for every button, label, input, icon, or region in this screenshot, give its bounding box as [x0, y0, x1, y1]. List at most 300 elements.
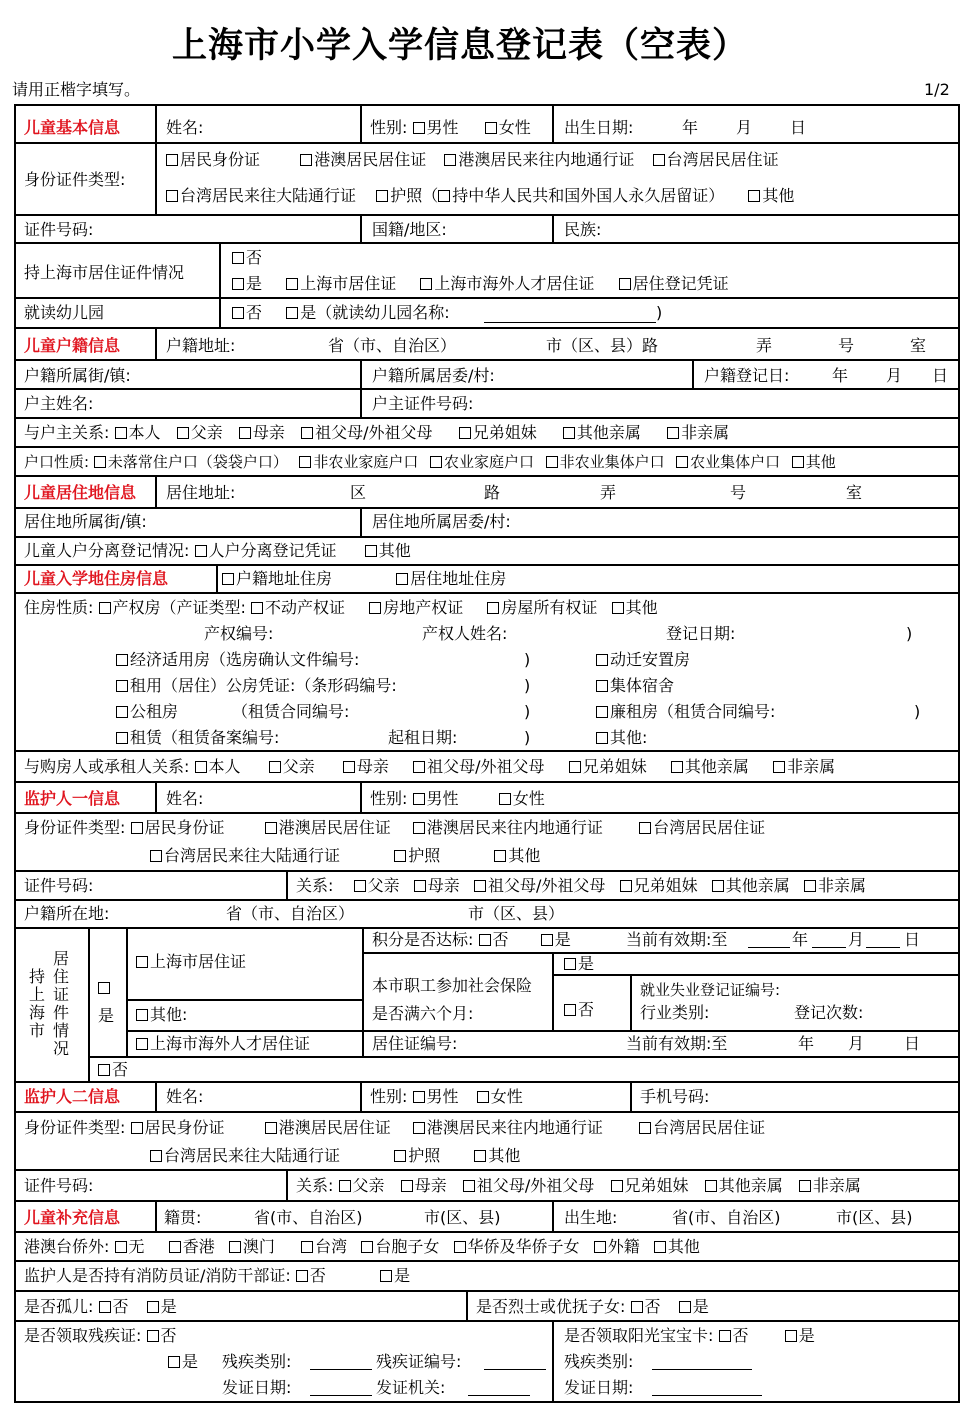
option-label: 非亲属: [812, 1176, 861, 1195]
row-line: [554, 974, 960, 976]
disability-type-input[interactable]: [310, 1369, 372, 1370]
option-label: 非亲属: [787, 757, 836, 776]
checkbox-orphan-no[interactable]: [99, 1301, 111, 1313]
checkbox-ownership-cert[interactable]: [487, 602, 499, 614]
male-label: 男性: [426, 118, 459, 137]
relation-label: 关系:: [296, 1176, 334, 1195]
checkbox-score-no[interactable]: [479, 934, 491, 946]
id-type-label: 身份证件类型:: [24, 1118, 126, 1137]
checkbox-g1-other-relatives[interactable]: [712, 880, 724, 892]
section-guardian1-label: 监护人一信息: [24, 789, 121, 808]
checkbox-lease[interactable]: [116, 732, 128, 744]
birthplace-city-label: 市(区、县): [836, 1208, 913, 1227]
checkbox-separation-cert[interactable]: [195, 545, 207, 557]
checkbox-overseas-macau[interactable]: [229, 1241, 241, 1253]
checkbox-kinder-no[interactable]: [232, 307, 244, 319]
checkbox-overseas-none[interactable]: [115, 1241, 127, 1253]
checkbox-g2-id-other[interactable]: [474, 1150, 486, 1162]
valid-day-input[interactable]: [866, 947, 900, 948]
holder-name-label: 户主姓名:: [24, 394, 94, 413]
row-line: [14, 417, 960, 419]
row-line: [126, 999, 364, 1001]
option-label: 上海市居住证: [300, 274, 397, 293]
option-label: 祖父母/外祖父母: [476, 1176, 595, 1195]
checkbox-type-agri-collective[interactable]: [676, 456, 688, 468]
housing-property-row: [24, 598, 658, 618]
checkbox-hk-macau-residence[interactable]: [300, 154, 312, 166]
row-line: [14, 297, 960, 299]
g1-permit-label-shang: 上: [28, 985, 45, 1004]
option-label: 护照（: [390, 186, 439, 205]
checkbox-g2-taiwan-residence[interactable]: [639, 1122, 651, 1134]
option-label: 是: [394, 1266, 411, 1285]
checkbox-overseas-chinese[interactable]: [454, 1241, 466, 1253]
checkbox-social-no[interactable]: [564, 1004, 576, 1016]
option-label: 公租房: [130, 702, 179, 721]
id-type-label: 身份证件类型:: [24, 170, 126, 189]
checkbox-g1-resident-id[interactable]: [131, 822, 143, 834]
property-owner-label: 产权人姓名:: [422, 624, 508, 643]
option-label: 父亲: [352, 1176, 385, 1195]
checkbox-g1-id-other[interactable]: [494, 850, 506, 862]
option-label: 是（就读幼儿园名称:: [300, 303, 450, 322]
option-label: 否: [112, 1060, 129, 1079]
birth-date-label: 出生日期:: [564, 118, 634, 137]
option-label: 否: [732, 1326, 749, 1345]
residence-road-label: 路: [484, 483, 501, 502]
g1-sh-residence-row: [136, 952, 246, 972]
checkbox-sunshine-yes[interactable]: [785, 1330, 797, 1342]
checkbox-g1-grandparents[interactable]: [474, 880, 486, 892]
option-label: 是: [246, 274, 263, 293]
option-label: 居住地址住房: [410, 569, 507, 588]
residence-committee-label: 居住地所属居委/村:: [372, 512, 511, 531]
col-line: [126, 927, 128, 1058]
holder-relation-row: [24, 423, 729, 443]
low-rent-row: [596, 702, 775, 722]
option-label: 港澳居民来往内地通行证: [426, 1118, 603, 1137]
option-label: 男性: [426, 789, 459, 808]
option-label: 房地产权证: [383, 598, 464, 617]
col-line: [552, 104, 554, 144]
g1-valid2-label: 当前有效期:至: [626, 1034, 728, 1053]
valid-year-label: 年: [792, 930, 809, 949]
checkbox-buyer-father[interactable]: [269, 761, 281, 773]
option-label: 是: [182, 1352, 199, 1371]
checkbox-overseas-taiwan[interactable]: [301, 1241, 313, 1253]
g1-id-number-label: 证件号码:: [24, 876, 94, 895]
checkbox-dorm[interactable]: [596, 680, 608, 692]
fire-cert-label: 监护人是否持有消防员证/消防干部证:: [24, 1266, 291, 1285]
checkbox-g1-hk-residence[interactable]: [265, 822, 277, 834]
checkbox-fire-yes[interactable]: [380, 1270, 392, 1282]
option-label: 港澳居民居住证: [314, 150, 427, 169]
g1-other-row: [136, 1005, 187, 1025]
checkbox-g2-taiwan-pass[interactable]: [150, 1150, 162, 1162]
property-close-paren: ): [906, 624, 913, 643]
checkbox-permit-yes[interactable]: [232, 278, 244, 290]
checkbox-g1-sh-residence[interactable]: [136, 956, 148, 968]
hukou-day-label: 日: [932, 366, 949, 385]
g1-permit-no-row: [98, 1060, 128, 1080]
option-label: 人户分离登记凭证: [208, 541, 337, 560]
checkbox-g2-hk-residence[interactable]: [265, 1122, 277, 1134]
row-line: [14, 564, 960, 566]
checkbox-type-unregistered[interactable]: [94, 456, 106, 468]
option-label: 护照: [408, 846, 441, 865]
child-name-label: 姓名:: [166, 118, 204, 137]
col-line: [552, 214, 554, 244]
checkbox-residence-reg[interactable]: [619, 278, 631, 290]
checkbox-g1-taiwan-pass[interactable]: [150, 850, 162, 862]
option-label: 否: [246, 303, 263, 322]
checkbox-permit-no[interactable]: [232, 252, 244, 264]
hukou-city-label: 市（区、县）路: [546, 336, 659, 355]
kindergarten-label: 就读幼儿园: [24, 303, 105, 322]
g1-unemployment-label: 就业失业登记证编号:: [640, 981, 781, 999]
col-line: [286, 870, 288, 901]
option-label: 居民身份证: [144, 818, 225, 837]
checkbox-property-cert[interactable]: [369, 602, 381, 614]
row-line: [14, 388, 960, 390]
rental-contract-label: （租赁合同编号:: [232, 702, 350, 721]
col-line: [552, 1200, 554, 1233]
option-label: 不动产权证: [265, 598, 346, 617]
row-line: [88, 1056, 960, 1058]
option-label: 母亲: [427, 876, 460, 895]
checkbox-real-estate-cert[interactable]: [251, 602, 263, 614]
option-label: 兄弟姐妹: [472, 423, 537, 442]
g1-permit-yes-checkbox-wrap: [98, 978, 112, 998]
checkbox-g2-mother[interactable]: [401, 1180, 413, 1192]
checkbox-overseas-foreign[interactable]: [594, 1241, 606, 1253]
holder-relation-label: 与户主关系:: [24, 423, 110, 442]
checkbox-g1-non-relative[interactable]: [804, 880, 816, 892]
row-line: [14, 750, 960, 752]
checkbox-property-house[interactable]: [99, 602, 111, 614]
checkbox-score-yes[interactable]: [541, 934, 553, 946]
checkbox-g2-passport[interactable]: [394, 1150, 406, 1162]
checkbox-g1-permit-no[interactable]: [98, 1064, 110, 1076]
valid2-day-label: 日: [904, 1034, 921, 1053]
option-label: 其他亲属: [725, 876, 790, 895]
ethnic-label: 民族:: [564, 220, 602, 239]
g1-hukou-province-label: 省（市、自治区）: [226, 904, 355, 923]
id-number-label: 证件号码:: [24, 220, 94, 239]
lease-close-paren: ): [524, 728, 531, 747]
checkbox-buyer-grandparents[interactable]: [413, 761, 425, 773]
checkbox-martyr-no[interactable]: [631, 1301, 643, 1313]
close-paren: ): [656, 303, 663, 322]
option-label: 是: [554, 930, 571, 949]
origin-label: 籍贯:: [164, 1208, 202, 1227]
option-label: 父亲: [367, 876, 400, 895]
checkbox-affordable[interactable]: [116, 654, 128, 666]
checkbox-taiwan-residence[interactable]: [653, 154, 665, 166]
checkbox-residence-housing[interactable]: [396, 573, 408, 585]
lease-row: [116, 728, 279, 748]
checkbox-sunshine-no[interactable]: [719, 1330, 731, 1342]
checkbox-buyer-non-relative[interactable]: [773, 761, 785, 773]
housing-other-row: [596, 728, 647, 748]
checkbox-g2-resident-id[interactable]: [131, 1122, 143, 1134]
instruction-text: 请用正楷字填写。: [12, 80, 141, 99]
col-line: [155, 475, 157, 509]
checkbox-g1-hk-pass[interactable]: [413, 822, 425, 834]
hukou-number-label: 号: [838, 336, 855, 355]
checkbox-type-agri-family[interactable]: [430, 456, 442, 468]
issuer-input[interactable]: [468, 1395, 530, 1396]
option-label: 父亲: [282, 757, 315, 776]
option-label: 否: [644, 1297, 661, 1316]
checkbox-type-other[interactable]: [792, 456, 804, 468]
hukou-reg-date-label: 户籍登记日:: [704, 366, 790, 385]
g1-relation-row: [296, 876, 866, 896]
checkbox-g1-taiwan-residence[interactable]: [639, 822, 651, 834]
option-label: 上海市海外人才居住证: [434, 274, 595, 293]
buyer-relation-label: 与购房人或承租人关系:: [24, 757, 190, 776]
option-label: 其他: [488, 1146, 521, 1165]
option-label: 本人: [208, 757, 241, 776]
option-label: 其他:: [610, 728, 648, 747]
option-label: 祖父母/外祖父母: [488, 876, 606, 895]
checkbox-rel-grandparents[interactable]: [301, 427, 313, 439]
option-label: 其他: [762, 186, 795, 205]
section-basic-label: 儿童基本信息: [24, 118, 121, 137]
checkbox-g1-permit-yes[interactable]: [98, 982, 110, 994]
disability-no-input[interactable]: [484, 1369, 546, 1370]
form-border-bottom: [14, 1401, 960, 1403]
fire-cert-row: [24, 1266, 410, 1286]
option-label: 农业集体户口: [690, 453, 781, 471]
checkbox-rel-father[interactable]: [177, 427, 189, 439]
checkbox-g1-passport[interactable]: [394, 850, 406, 862]
option-label: 母亲: [356, 757, 389, 776]
checkbox-sh-talent[interactable]: [420, 278, 432, 290]
checkbox-resident-id[interactable]: [166, 154, 178, 166]
col-line: [360, 507, 362, 538]
checkbox-g2-grandparents[interactable]: [463, 1180, 475, 1192]
disability-row: [24, 1326, 177, 1346]
checkbox-buyer-siblings[interactable]: [569, 761, 581, 773]
overseas-label: 港澳台侨外:: [24, 1237, 110, 1256]
checkbox-g2-father[interactable]: [339, 1180, 351, 1192]
rental-close-paren: ): [524, 702, 531, 721]
row-line: [364, 952, 960, 954]
option-label: 护照: [408, 1146, 441, 1165]
col-line: [219, 242, 221, 329]
relocation-row: [596, 650, 690, 670]
checkbox-buyer-other-relatives[interactable]: [671, 761, 683, 773]
checkbox-social-yes[interactable]: [564, 958, 576, 970]
id-type-label: 身份证件类型:: [24, 818, 126, 837]
option-label: 居民身份证: [180, 150, 261, 169]
g1-permit-label-hai: 海: [28, 1003, 45, 1022]
checkbox-g1-male[interactable]: [413, 793, 425, 805]
hukou-lane-label: 弄: [756, 336, 773, 355]
kindergarten-name-input[interactable]: [484, 322, 656, 323]
valid-month-input[interactable]: [812, 947, 846, 948]
birthplace-label: 出生地:: [564, 1208, 618, 1227]
option-label: 其他: [508, 846, 541, 865]
checkbox-overseas-taiwan-children[interactable]: [361, 1241, 373, 1253]
checkbox-taiwan-pass[interactable]: [166, 190, 178, 202]
valid-month-label: 月: [848, 930, 865, 949]
public-housing-row: [116, 676, 397, 696]
affordable-housing-row: [116, 650, 359, 670]
checkbox-disability-yes[interactable]: [168, 1356, 180, 1368]
sunshine-type-label: 残疾类别:: [564, 1352, 634, 1371]
checkbox-type-nonagri-family[interactable]: [299, 456, 311, 468]
section-housing-label: 儿童入学地住房信息: [24, 569, 169, 588]
valid2-month-label: 月: [848, 1034, 865, 1053]
option-label: 兄弟姐妹: [624, 1176, 689, 1195]
checkbox-fire-no[interactable]: [296, 1270, 308, 1282]
checkbox-permanent-residence[interactable]: [438, 190, 450, 202]
checkbox-buyer-mother[interactable]: [343, 761, 355, 773]
option-label: 台湾居民居住证: [653, 1118, 766, 1137]
checkbox-rel-siblings[interactable]: [459, 427, 471, 439]
checkbox-g2-female[interactable]: [477, 1091, 489, 1103]
col-line: [360, 781, 362, 814]
birth-year-label: 年: [682, 118, 699, 137]
option-label: 户籍地址住房: [236, 569, 333, 588]
option-label: 台湾居民来往大陆通行证: [180, 186, 357, 205]
birthplace-province-label: 省(市、自治区): [672, 1208, 781, 1227]
option-label: 否: [112, 1297, 129, 1316]
option-label: 本人: [128, 423, 161, 442]
option-label: 非农业家庭户口: [313, 453, 419, 471]
checkbox-public-housing[interactable]: [116, 680, 128, 692]
checkbox-buyer-self[interactable]: [195, 761, 207, 773]
checkbox-g2-other-relatives[interactable]: [705, 1180, 717, 1192]
residence-lane-label: 弄: [600, 483, 617, 502]
issuer-label: 发证机关:: [376, 1378, 446, 1397]
checkbox-hukou-housing[interactable]: [222, 573, 234, 585]
checkbox-kinder-yes[interactable]: [286, 307, 298, 319]
g1-permit-no-label: 居住证编号:: [372, 1034, 458, 1053]
checkbox-g1-permit-other[interactable]: [136, 1009, 148, 1021]
checkbox-hk-macau-pass[interactable]: [444, 154, 456, 166]
option-label: 否: [578, 1000, 595, 1019]
checkbox-rel-self[interactable]: [115, 427, 127, 439]
sunshine-issue-date-input[interactable]: [652, 1395, 762, 1396]
child-gender-field: [370, 118, 531, 138]
option-label: 非亲属: [818, 876, 867, 895]
g2-phone-label: 手机号码:: [640, 1087, 710, 1106]
orphan-row: [24, 1297, 177, 1317]
hukou-address-label: 户籍地址:: [166, 336, 236, 355]
g1-permit-label-col2: 居住证件情况: [52, 949, 69, 1058]
col-line: [630, 1081, 632, 1113]
checkbox-g2-hk-pass[interactable]: [413, 1122, 425, 1134]
hukou-type-label: 户口性质:: [24, 453, 90, 471]
option-label: 租赁（租赁备案编号:: [130, 728, 280, 747]
overseas-row: [24, 1237, 700, 1257]
option-label: 台湾居民居住证: [653, 818, 766, 837]
option-label: 父亲: [190, 423, 223, 442]
g1-social-no: [564, 1000, 594, 1020]
col-line: [630, 974, 632, 1032]
col-line: [155, 142, 157, 216]
checkbox-rel-non-relative[interactable]: [667, 427, 679, 439]
public-close-paren: ): [524, 676, 531, 695]
checkbox-overseas-other[interactable]: [654, 1241, 666, 1253]
g2-gender-field: [370, 1087, 523, 1107]
option-label: 否: [160, 1326, 177, 1345]
checkbox-orphan-yes[interactable]: [147, 1301, 159, 1313]
checkbox-housing-other[interactable]: [596, 732, 608, 744]
checkbox-overseas-hk[interactable]: [169, 1241, 181, 1253]
option-label: 台湾: [315, 1237, 348, 1256]
sunshine-card-row: [564, 1326, 815, 1346]
issue-date-input[interactable]: [310, 1395, 372, 1396]
checkbox-public-rental[interactable]: [116, 706, 128, 718]
row-line: [14, 899, 960, 901]
row-line: [14, 1169, 960, 1171]
option-label: 其他亲属: [576, 423, 641, 442]
col-line: [88, 927, 90, 1083]
checkbox-type-nonagri-collective[interactable]: [546, 456, 558, 468]
dorm-row: [596, 676, 674, 696]
checkbox-male[interactable]: [413, 122, 425, 134]
checkbox-g2-male[interactable]: [413, 1091, 425, 1103]
option-label: 港澳居民居住证: [278, 818, 391, 837]
checkbox-prop-other[interactable]: [612, 602, 624, 614]
row-line: [14, 870, 960, 872]
g1-id-type-row-1: [24, 818, 765, 838]
col-line: [466, 1290, 468, 1322]
checkbox-id-other[interactable]: [748, 190, 760, 202]
female-label: 女性: [498, 118, 531, 137]
checkbox-g2-non-relative[interactable]: [799, 1180, 811, 1192]
option-label: 其他亲属: [684, 757, 749, 776]
checkbox-low-rent[interactable]: [596, 706, 608, 718]
sunshine-type-input[interactable]: [652, 1369, 752, 1370]
checkbox-g1-talent[interactable]: [136, 1038, 148, 1050]
checkbox-g1-female[interactable]: [499, 793, 511, 805]
checkbox-rel-mother[interactable]: [239, 427, 251, 439]
checkbox-separation-other[interactable]: [365, 545, 377, 557]
g1-permit-yes-label: 是: [98, 1006, 115, 1025]
checkbox-female[interactable]: [485, 122, 497, 134]
checkbox-g1-mother[interactable]: [414, 880, 426, 892]
sh-permit-label: 持上海市居住证件情况: [24, 263, 185, 282]
hukou-province-label: 省（市、自治区）: [328, 336, 457, 355]
checkbox-martyr-yes[interactable]: [679, 1301, 691, 1313]
checkbox-disability-no[interactable]: [147, 1330, 159, 1342]
option-label: 其他: [805, 453, 836, 471]
checkbox-rel-other-relatives[interactable]: [563, 427, 575, 439]
section-guardian2-label: 监护人二信息: [24, 1087, 121, 1106]
checkbox-g2-siblings[interactable]: [611, 1180, 623, 1192]
valid-year-input[interactable]: [748, 947, 790, 948]
option-label: 其他: [378, 541, 411, 560]
checkbox-relocation[interactable]: [596, 654, 608, 666]
checkbox-sh-residence[interactable]: [286, 278, 298, 290]
col-line: [552, 1320, 554, 1403]
checkbox-g1-siblings[interactable]: [620, 880, 632, 892]
residence-district-label: 区: [350, 483, 367, 502]
checkbox-passport[interactable]: [376, 190, 388, 202]
option-label: 华侨及华侨子女: [467, 1237, 580, 1256]
checkbox-g1-father[interactable]: [354, 880, 366, 892]
sunshine-issue-date-label: 发证日期:: [564, 1378, 634, 1397]
issue-date-label: 发证日期:: [222, 1378, 292, 1397]
col-line: [286, 1169, 288, 1202]
col-line: [552, 952, 554, 1032]
origin-province-label: 省(市、自治区): [254, 1208, 363, 1227]
